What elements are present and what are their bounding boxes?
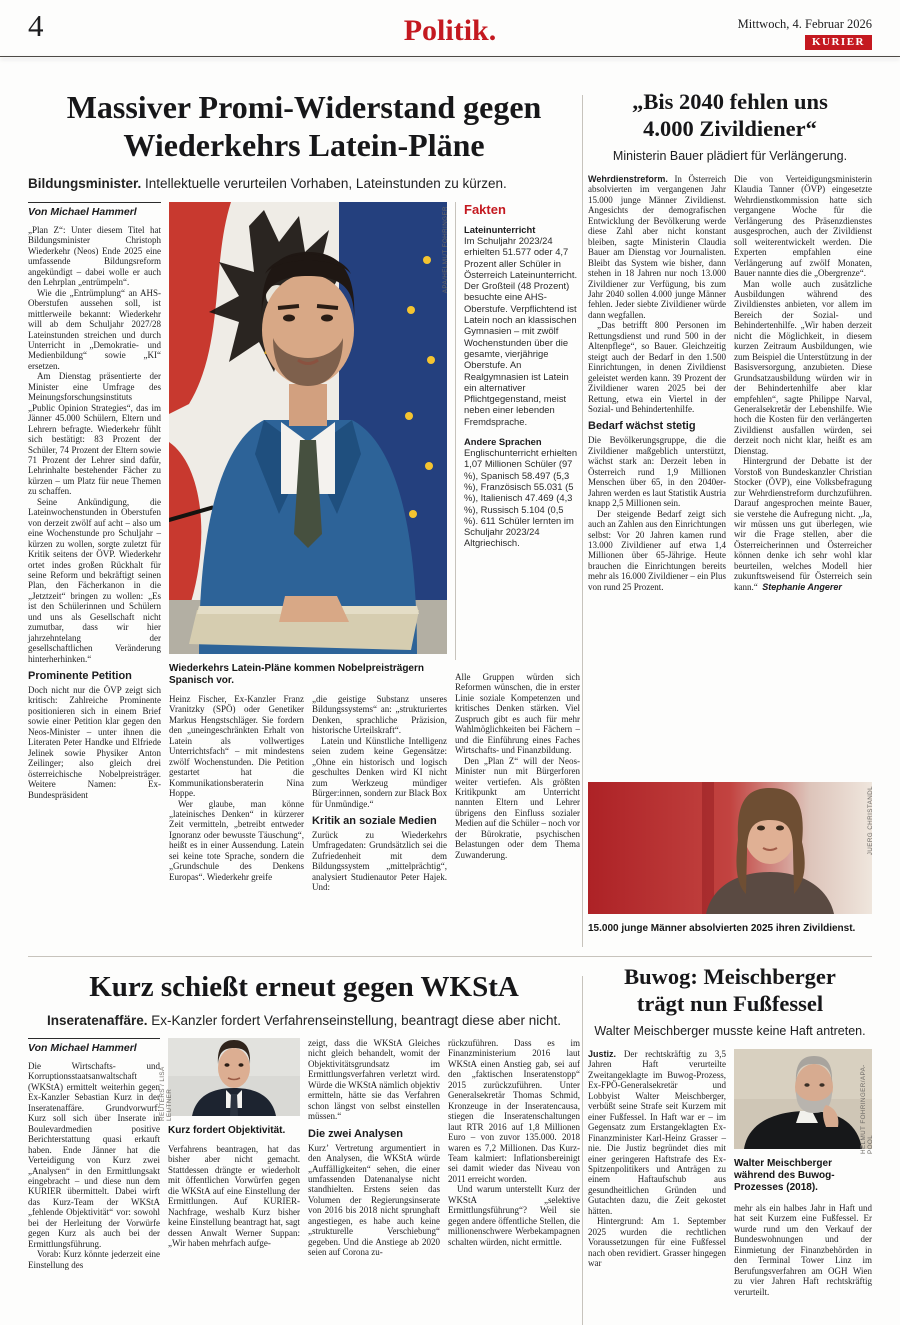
paragraph: „Das betrifft 800 Personen im Rettungsdienst und rund 500 in der Altenpflege“, so Bauer. Gleichzeitig steigt auch der Bedarf in den 1.500 Einrichtungen, in denen Zivildienst geleistet werden kann. 39 Prozent der Zivildiener waren 2025 bei der Rettung, etwa ein Viertel in der Sozial- und Behindertenhilfe. (588, 320, 726, 414)
fakten-title: Fakten (464, 202, 506, 217)
latein-col1-subhead: Prominente Petition (28, 670, 132, 683)
paragraph: Kurz’ Vertretung argumentiert in den Analysen, die WKStA würde „Auffälligkeiten“ sehen, die einer umfassenden Datenanalyse nicht standhielten. Erstens seien das Volumen der Regierungsinserate von 2016 bis 2018 nicht sprunghaft angestiegen, es habe auch keine „strukturelle Verschiebung“ gegeben. Und die Anstiege ab 2020 seien auf Corona zu- (308, 1142, 440, 1258)
paragraph: Den „Plan Z“ will der Neos-Minister nun mit Bürgerforen weiter vertiefen. Als größten Kritikpunkt am Unterricht nannten Eltern und Lehrer übrigens den Einfluss sozialer Medien auf die Schüler – noch vor der Bürokratie, psychischen Belastungen oder dem Thema Zuwanderung. (455, 755, 580, 860)
article-buwog (588, 963, 872, 1297)
paragraph: Wie die „Entrümplung“ an AHS-Oberstufen aussehen soll, ist mittlerweile bekannt: Wiederkehr will ab dem Schuljahr 2027/28 Lateinstunden streichen und durch Unterricht in „Demokratie- und Medienbildung“ sowie „KI“ ersetzen. (28, 287, 161, 371)
kurz-col4 (448, 1038, 580, 1270)
section-title: Politik. (403, 14, 497, 47)
paragraph: „die geistige Substanz unseres Bildungssystems“ an: „strukturiertes Denken, sprachliche Präzision, historische Urteilskraft“. (312, 694, 447, 736)
kurz-photo-illustration (168, 1038, 300, 1116)
kurz-headline: Kurz schießt erneut gegen WKStA (89, 971, 519, 1003)
kurz-kicker: Inseratenaffäre. Ex-Kanzler fordert Verfahrenseinstellung, beantragt diese aber nicht. (46, 1013, 562, 1028)
meischberger-photo-illustration (734, 1049, 872, 1149)
paragraph: „Plan Z“: Unter diesem Titel hat Bildungsminister Christoph Wiederkehr (Neos) Ende 2025 eine umfassende Bildungsreform angekündigt – dabei wolle er auch den Lehrplan „entrümpeln“. (28, 225, 161, 288)
latein-middle (169, 202, 447, 893)
buwog-col2 (734, 1049, 872, 1297)
kurz-photo-credit: REUTERS / LISA LEUTNER (159, 1066, 173, 1121)
latein-col3 (312, 694, 447, 893)
fakten-subhead: Lateinunterricht (464, 224, 536, 235)
bauer-photo-illustration (588, 782, 872, 914)
paragraph: rückzuführen. Dass es im Finanzministerium 2016 laut WKStA einen Anstieg gab, sei auf den „faktischen Inseratenstopp“ 2015 zurückzuführen. Unter Generalsekretär Thomas Schmid, Kronzeuge in der Inseratencausa, stiegen die Inseratenschaltungen laut RTR 2016 auf 1,8 Millionen Euro – von zuvor 135.000. 2018 waren es 7,2 Millionen. Das Kurz-Team kalmiert: Inflationsbereinigt sei damit wieder das Niveau von 2011 erreicht worden. (448, 1038, 580, 1184)
paragraph: mehr als ein halbes Jahr in Haft und hat seit Kurzem eine Fußfessel. Er wurde rund um den Verkauf der Bundeswohnungen und der Einmietung der Finanzbehörden in den Terminal Tower Linz im Berufungsverfahren am OGH Wien zu vier Jahren Haft rechtskräftig verurteilt. (734, 1203, 872, 1297)
dateline: Mittwoch, 4. Februar 2026 (737, 17, 872, 31)
paragraph: Seine Ankündigung, die Lateinwochenstunden in Oberstufen von derzeit zwölf auf acht – also um eine Wochenstunde pro Schuljahr – kürzen zu wollen, sorgte zuletzt für Kritik seitens der ÖVP. Wiederkehr ortet indes großen Rückhalt für seine Reform und bekräftigt seinen Plan, den Fächerkanon in die „Jetztzeit“ bringen zu wollen: „Es ist den Schülerinnen und Schülern und uns als Gesellschaft nicht zumutbar, dass wir hier jahrzehntelang der gesellschaftlichen Veränderung hinterherhinken.“ (28, 496, 161, 664)
kurier-logo: KURIER (805, 35, 872, 50)
kurz-col1 (28, 1038, 160, 1270)
latein-byline: Von Michael Hammerl (28, 202, 161, 218)
kurz-byline: Von Michael Hammerl (28, 1038, 160, 1054)
zivil-photo (588, 782, 872, 919)
zivil-photo-caption: 15.000 junge Männer absolvierten 2025 ihren Zivildienst. (588, 923, 856, 934)
latein-col1 (28, 202, 161, 893)
vertical-divider (582, 95, 583, 947)
zivil-subhead: Ministerin Bauer plädiert für Verlängerung. (612, 149, 848, 163)
latein-col4 (455, 202, 580, 893)
paragraph: Und warum unterstellt Kurz der WKStA „selektive Ermittlungsführung“? Weil sie gegen andere öffentliche Stellen, die millionenschwere Werbekampagnen schalten würden, nicht ermittle. (448, 1184, 580, 1247)
paragraph: zeigt, dass die WKStA Gleiches nicht gleich behandelt, womit der Objektivitätsgrundsatz im Ermittlungsverfahren verletzt wird. Würde die WKStA nämlich objektiv ermitteln, hätte sie das Verfahren schon längst von selbst einstellen müssen.“ (308, 1038, 440, 1122)
article-kurz-wksta (28, 970, 580, 1270)
paragraph: Wer glaube, man könne „lateinisches Denken“ in kürzerer Zeit vermitteln, „betreibt entweder Ignoranz oder bewusste Täuschung“, heißt es in einer Aussendung. Latein sei keine tote Sprache, sondern die „Grundschule des Denkens Europas“. Wiederkehr greife (169, 798, 304, 882)
paragraph: Heinz Fischer, Ex-Kanzler Franz Vranitzky (SPÖ) oder Genetiker Markus Hengstschläger. Sie fordern den „uneingeschränkten Erhalt von Latein als vollwertiges Unterrichtsfach“ – mit mindestens zwölf Wochenstunden. Die Petition gestartet hat die Kommunikationsberaterin Nina Hoppe. (169, 694, 304, 799)
paragraph: Wehrdienstreform. In Österreich absolvierten im vergangenen Jahr 15.000 junge Männer Zivildienst. Angesichts der demografischen Entwicklung der Bevölkerung werde diese Zahl aber nicht konstant bleiben, sagte Ministerin Claudia Bauer am Dienstag vor Journalisten. Bleibt das System wie bisher, dann stehen in 18 Jahren nur noch 13.000 Zivildiener zur Verfügung, bis zum Jahr 2040 sollen 4.000 junge Männer fehlen. Jeder siebte Zivildiener würde dann wegfallen. (588, 174, 726, 320)
article-latein (28, 88, 580, 893)
paragraph: Die Wirtschafts- und Korruptionsstaatsanwaltschaft (WKStA) ermittelt weiterhin gegen Ex-Kanzler Sebastian Kurz in der Inseratenaffäre. Grundvorwurf: Kurz soll sich über Inserate in Boulevardmedien positive Berichterstattung quasi erkauft haben. Ende Jänner hat die Verteidigung von Kurz zwei „Analysen“ in den Ermittlungsakt eingebracht – und diese nun dem KURIER übermittelt. Dabei wirft das Kurz-Team der WKStA „fehlende Objektivität“ vor: sowohl bei der Herleitung der Vorwürfe gegen Kurz als auch bei der Ermittlungsführung. (28, 1061, 160, 1249)
buwog-headline: Buwog: Meischberger trägt nun Fußfessel (624, 964, 836, 1016)
fakten-text: Im Schuljahr 2023/24 erhielten 51.577 oder 4,7 Prozent aller Schüler in Österreich Lateinunterricht. Der Großteil (48 Prozent) besuchte eine AHS-Oberstufe. Verpflichtend ist Latein noch an klassischen Gymnasien – mit zwölf Wochenstunden über die gesamte, vierjährige Oberstufe. An Realgymnasien ist Latein ein alternativer Pflichtgegenstand, meist neben einer lebenden Fremdsprache. (464, 235, 578, 427)
buwog-subhead: Walter Meischberger musste keine Haft antreten. (594, 1024, 866, 1038)
paragraph: Am Dienstag präsentierte der Minister eine Umfrage des Meinungsforschungsinstituts „Public Opinion Strategies“, das im Jänner 45.000 Schülern, Eltern und Lehrern befragte. Wiederkehr fühlt sich bestätigt: 83 Prozent der Schüler, 74 Prozent der Eltern sowie 71 Prozent der Lehrer sind dafür, Lehrinhalte bestehender Fächer zu kürzen – um Platz für neue Themen zu schaffen. (28, 371, 161, 497)
latein-photo-caption: Wiederkehrs Latein-Pläne kommen Nobelpreisträgern Spanisch vor. (169, 663, 424, 686)
paragraph: Die Bevölkerungsgruppe, die die Zivildiener maßgeblich unterstützt, wächst stark an: Derzeit leben in Österreich rund 1,9 Millionen Menschen über 65, in den 2040er-Jahren werden es laut Statistik Austria knapp 2,5 Millionen sein. (588, 435, 726, 509)
paragraph: Die von Verteidigungsministerin Klaudia Tanner (ÖVP) eingesetzte Wehrdienstkommission hatte sich vergangene Woche für die Verlängerung des Präsenzdienstes ausgesprochen, auch der Zivildienst soll weiterentwickelt werden. Die Experten empfahlen eine Verlängerung auf zwölf Monaten, Bauer nannte dies die „Obergrenze“. (734, 174, 872, 279)
kurz-photo-caption: Kurz fordert Objektivität. (168, 1125, 286, 1136)
buwog-photo-caption: Walter Meischberger während des Buwog-Prozesses (2018). (734, 1158, 835, 1193)
paragraph: Zurück zu Wiederkehrs Umfragedaten: Grundsätzlich sei die Zufriedenheit mit dem Bildungssystem „mittelprächtig“, analysiert Studienautor Peter Hajek. Und: (312, 829, 447, 893)
zivil-col1-subhead: Bedarf wächst stetig (588, 420, 696, 433)
paragraph: Der steigende Bedarf zeigt sich auch an Zahlen aus den Einrichtungen selbst: Vor 20 Jahren kamen rund 13.000 Zivildiener auf etwa 1,4 Millionen über 65-Jährige. Heute brauchen die Einrichtungen bereits mehr als 16.000 Zivildiener – ein Plus von rund 25 Prozent. (588, 508, 726, 592)
paragraph: Verfahrens beantragen, hat das bisher aber nicht gemacht. Stattdessen drängte er wiederholt mit öffentlichen Vorwürfen gegen die WKStA auf eine Einstellung der Ermittlungen. Auf KURIER-Nachfrage, weshalb Kurz bisher keine Einstellung beantragt hat, sagt dessen Anwalt Werner Suppan: „Wir haben mehrfach aufge- (168, 1144, 300, 1249)
fakten-box (455, 202, 580, 660)
vertical-divider (582, 976, 583, 1325)
horizontal-divider (28, 956, 872, 957)
latein-col2 (169, 694, 304, 893)
paragraph: Hintergrund der Debatte ist der Vorstoß von Bundeskanzler Christian Stocker (ÖVP), eine Volksbefragung zur Wehrdienstreform durchzuführen. Darauf angesprochen meinte Bauer, sie verstehe die Aufregung nicht. „Ja, wir müssen uns gut überlegen, wie wir die Frage stellen, aber die Österreicherinnen und Österreicher können denke ich sehr wohl klar beurteilen, welches Modell hier zukunftsweisend für Österreich sein kann.“ Stephanie Angerer (734, 456, 872, 592)
minister-photo-illustration (169, 202, 447, 654)
kurz-photo (159, 1038, 300, 1121)
fakten-text: Englischunterricht erhielten 1,07 Millionen Schüler (97 %), Spanisch 58.497 (5,3 %), Französisch 55.031 (5 %), Italienisch 47.469 (4,3 %), Russisch 5.104 (0,5 %). 611 Schüler lernten im Schuljahr 2023/24 Altgriechisch. (464, 447, 578, 549)
zivil-headline: „Bis 2040 fehlen uns 4.000 Zivildiener“ (632, 89, 828, 141)
latein-photo (169, 202, 447, 659)
zivil-photo-credit: JUERG CHRISTANDL (867, 786, 874, 856)
header-rule (0, 56, 900, 57)
latein-photo-credit: APA/HELMUT FOHRINGER (442, 206, 449, 294)
paragraph: Man wolle auch zusätzliche Ausbildungen während des Zivildienstes anbieten, vor allem im Bereich der Sozial- und Behindertenhilfe. „Wir haben derzeit nicht die Möglichkeit, in diesem kurzen Zeitraum Ausbildungen, wie zum Beispiel die Unterstützung in der Basisversorgung, anzubieten. Diese Grundsatzausbildung würden wir in der Behindertenhilfe aber klar empfehlen“, sagte Philippe Narval, Generalsekretär der Lebenshilfe. Wie hoch die Kosten für den verlängerten Zivildienst ausfallen würden, sei derzeit noch nicht klar, heißt es am Dienstag. (734, 278, 872, 456)
paragraph: Latein und Künstliche Intelligenz seien zudem keine Gegensätze: „Ohne ein historisch und logisch geschultes Denken wird KI nicht zum Werkzeug mündiger Bürger:innen, sondern zur Black Box für Unmündige.“ (312, 735, 447, 809)
paragraph: Vorab: Kurz könnte jederzeit eine Einstellung des (28, 1249, 160, 1270)
buwog-photo (734, 1049, 872, 1154)
latein-col3-subhead: Kritik an soziale Medien (312, 814, 437, 827)
zivil-col1 (588, 174, 726, 782)
buwog-col1 (588, 1049, 726, 1297)
kurz-col3 (308, 1038, 440, 1270)
author-signature: Stephanie Angerer (762, 581, 842, 592)
paragraph: Doch nicht nur die ÖVP zeigt sich kritisch: Zahlreiche Prominente positionieren sich in einem Brief sowie einer Petition klar gegen den Neos-Minister – unter ihnen die Literaten Peter Handke und Elfriede Jelinek sowie Physiker Anton Zeilinger; also gleich drei österreichische Nobelpreisträger. Weitere Namen: Ex-Bundespräsident (28, 685, 161, 800)
article-zivildiener (588, 88, 872, 935)
latein-headline: Massiver Promi-Widerstand gegen Wiederkehrs Latein-Pläne (66, 89, 542, 163)
latein-kicker: Bildungsminister. Intellektuelle verurteilen Vorhaben, Lateinstunden zu kürzen. (28, 176, 507, 191)
paragraph: Justiz. Der rechtskräftig zu 3,5 Jahren Haft verurteilte Zweitangeklagte im Buwog-Prozess, Ex-FPÖ-Generalsekretär und Lobbyist Walter Meischberger, verbüßt seine Strafe seit Kurzem mit einer Fußfessel. In Haft war er – im Gegensatz zum Erstangeklagten Ex-Finanzminister Karl-Heinz Grasser – nie. Die Justiz begründet dies mit einer geringeren Haftstrafe des Ex-Spitzenpolitikers und Anträgen zu einem Haftaufschub aus gesundheitlichen Gründen und Gutachten dazu, die Zeit gekostet hätten. (588, 1049, 727, 1216)
paragraph: Alle Gruppen würden sich Reformen wünschen, die in erster Linie soziale Kompetenzen und kritisches Denken stärken. Viel Zuspruch gibt es auch für mehr Wahlmöglichkeiten bei Fächern – und die Einführung eines Faches Wirtschafts- und Finanzbildung. (455, 672, 580, 756)
page-number: 4 (28, 8, 44, 43)
buwog-photo-credit: HELMUT FOHRINGER/APA-POOL (860, 1064, 874, 1154)
paragraph: Hintergrund: Am 1. September 2025 wurden die rechtlichen Voraussetzungen für eine Fußfessel nach oben revidiert. Grasser hingegen war (588, 1216, 726, 1269)
kurz-col2 (159, 1038, 300, 1270)
fakten-subhead: Andere Sprachen (464, 436, 542, 448)
kurz-col3-subhead: Die zwei Analysen (308, 1127, 403, 1140)
zivil-col2 (734, 174, 872, 782)
